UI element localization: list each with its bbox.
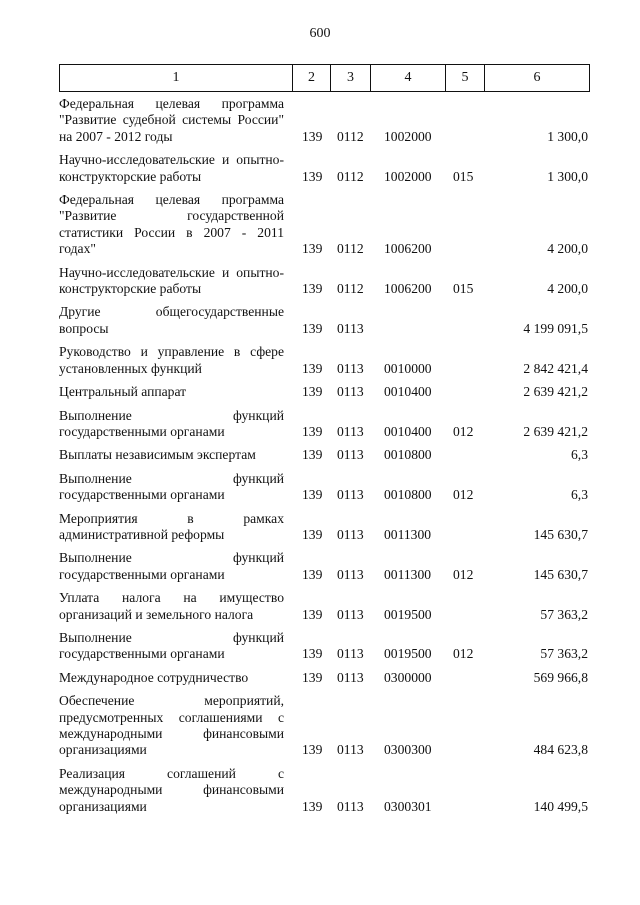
amount: 569 966,8 xyxy=(533,669,588,685)
admin-code: 139 xyxy=(302,447,323,463)
item-name: Выполнение функций государственными органами xyxy=(59,470,284,503)
section-code: 0113 xyxy=(337,798,364,814)
target-article-code: 1002000 xyxy=(384,128,432,144)
section-code: 0112 xyxy=(337,281,364,297)
column-header-4: 4 xyxy=(371,65,446,92)
expense-type-code xyxy=(445,686,484,759)
budget-table xyxy=(59,96,589,815)
admin-code: 139 xyxy=(302,566,323,582)
table-row xyxy=(59,464,589,504)
item-name: Выполнение функций государственными органами xyxy=(59,550,284,582)
expense-type-code: 015 xyxy=(453,281,474,297)
table-row xyxy=(59,96,589,145)
table-row xyxy=(59,258,589,298)
admin-code: 139 xyxy=(302,669,323,685)
target-article-code: 0300300 xyxy=(384,742,432,758)
admin-code: 139 xyxy=(302,423,323,439)
amount: 2 842 421,4 xyxy=(523,360,588,376)
amount: 6,3 xyxy=(571,447,588,463)
admin-code: 139 xyxy=(302,526,323,542)
admin-code: 139 xyxy=(302,487,323,503)
admin-code: 139 xyxy=(302,320,323,336)
column-header-table xyxy=(59,64,590,92)
table-row xyxy=(59,185,589,258)
item-name: Обеспечение мероприятий, предусмотренных соглашениями с международными финансовыми организациями xyxy=(59,693,284,758)
section-code: 0113 xyxy=(337,320,364,336)
admin-code: 139 xyxy=(302,360,323,376)
target-article-code: 0019500 xyxy=(384,606,432,622)
table-row xyxy=(59,543,589,583)
expense-type-code xyxy=(445,583,484,623)
expense-type-code: 012 xyxy=(453,487,474,503)
column-header-2: 2 xyxy=(293,65,331,92)
admin-code: 139 xyxy=(302,281,323,297)
amount: 2 639 421,2 xyxy=(523,423,588,439)
section-code: 0113 xyxy=(337,487,364,503)
amount: 6,3 xyxy=(571,487,588,503)
target-article-code: 0019500 xyxy=(384,646,432,662)
amount: 1 300,0 xyxy=(547,128,588,144)
expense-type-code xyxy=(445,759,484,815)
admin-code: 139 xyxy=(302,241,323,257)
item-name: Федеральная целевая программа "Развитие государственной статистики России в 2007 - 2011 годах" xyxy=(59,192,284,257)
table-row xyxy=(59,297,589,337)
admin-code: 139 xyxy=(302,168,323,184)
target-article-code: 0010800 xyxy=(384,487,432,503)
amount: 140 499,5 xyxy=(533,798,588,814)
section-code: 0113 xyxy=(337,526,364,542)
amount: 4 199 091,5 xyxy=(523,320,588,336)
item-name: Реализация соглашений с международными финансовыми организациями xyxy=(59,765,284,814)
amount: 57 363,2 xyxy=(540,646,588,662)
amount: 4 200,0 xyxy=(547,281,588,297)
amount: 2 639 421,2 xyxy=(523,384,588,400)
amount: 145 630,7 xyxy=(533,526,588,542)
section-code: 0113 xyxy=(337,606,364,622)
target-article-code: 1006200 xyxy=(384,241,432,257)
target-article-code: 1002000 xyxy=(384,168,432,184)
target-article-code xyxy=(370,297,445,337)
section-code: 0113 xyxy=(337,384,364,400)
amount: 484 623,8 xyxy=(533,742,588,758)
item-name: Центральный аппарат xyxy=(59,384,187,400)
item-name: Выплаты независимым экспертам xyxy=(59,447,256,463)
section-code: 0112 xyxy=(337,168,364,184)
section-code: 0113 xyxy=(337,669,364,685)
expense-type-code: 012 xyxy=(453,646,474,662)
section-code: 0113 xyxy=(337,566,364,582)
expense-type-code xyxy=(445,337,484,377)
target-article-code: 1006200 xyxy=(384,281,432,297)
expense-type-code xyxy=(445,504,484,544)
amount: 1 300,0 xyxy=(547,168,588,184)
expense-type-code xyxy=(445,185,484,258)
expense-type-code: 015 xyxy=(453,168,474,184)
expense-type-code xyxy=(445,663,484,686)
amount: 4 200,0 xyxy=(547,241,588,257)
item-name: Уплата налога на имущество организаций и земельного налога xyxy=(59,590,284,622)
table-row xyxy=(59,440,589,463)
table-row xyxy=(59,145,589,185)
column-header-row xyxy=(60,65,590,92)
table-row xyxy=(59,623,589,663)
expense-type-code: 012 xyxy=(453,423,474,439)
expense-type-code xyxy=(445,96,484,145)
table-row xyxy=(59,583,589,623)
table-row xyxy=(59,663,589,686)
item-name: Федеральная целевая программа "Развитие судебной системы России" на 2007 - 2012 годы xyxy=(59,96,284,144)
budget-rows xyxy=(59,96,589,815)
table-row xyxy=(59,759,589,815)
admin-code: 139 xyxy=(302,128,323,144)
expense-type-code: 012 xyxy=(453,566,474,582)
section-code: 0113 xyxy=(337,423,364,439)
item-name: Международное сотрудничество xyxy=(59,669,249,685)
section-code: 0113 xyxy=(337,360,364,376)
table-row xyxy=(59,504,589,544)
item-name: Другие общегосударственные вопросы xyxy=(59,304,284,336)
expense-type-code xyxy=(445,377,484,400)
target-article-code: 0011300 xyxy=(384,566,432,582)
section-code: 0113 xyxy=(337,646,364,662)
section-code: 0113 xyxy=(337,447,364,463)
target-article-code: 0300301 xyxy=(384,798,432,814)
admin-code: 139 xyxy=(302,798,323,814)
item-name: Мероприятия в рамках административной реформы xyxy=(59,510,284,542)
expense-type-code xyxy=(445,440,484,463)
section-code: 0112 xyxy=(337,241,364,257)
column-header-5: 5 xyxy=(446,65,485,92)
section-code: 0113 xyxy=(337,742,364,758)
table-row xyxy=(59,401,589,441)
expense-type-code xyxy=(445,297,484,337)
table-row xyxy=(59,337,589,377)
column-header-6: 6 xyxy=(485,65,590,92)
table-row xyxy=(59,686,589,759)
item-name: Научно-исследовательские и опытно-конструкторские работы xyxy=(59,264,284,297)
admin-code: 139 xyxy=(302,606,323,622)
target-article-code: 0010400 xyxy=(384,384,432,400)
item-name: Руководство и управление в сфере установленных функций xyxy=(59,344,284,376)
amount: 145 630,7 xyxy=(533,566,588,582)
section-code: 0112 xyxy=(337,128,364,144)
item-name: Выполнение функций государственными органами xyxy=(59,407,284,439)
item-name: Научно-исследовательские и опытно-конструкторские работы xyxy=(59,152,284,184)
column-header-1: 1 xyxy=(60,65,293,92)
target-article-code: 0010800 xyxy=(384,447,432,463)
table-row xyxy=(59,377,589,400)
column-header-3: 3 xyxy=(331,65,371,92)
admin-code: 139 xyxy=(302,646,323,662)
target-article-code: 0300000 xyxy=(384,669,432,685)
page-number: 600 xyxy=(309,26,331,41)
admin-code: 139 xyxy=(302,742,323,758)
item-name: Выполнение функций государственными органами xyxy=(59,629,284,662)
target-article-code: 0010000 xyxy=(384,360,432,376)
amount: 57 363,2 xyxy=(540,606,588,622)
admin-code: 139 xyxy=(302,384,323,400)
target-article-code: 0010400 xyxy=(384,423,432,439)
target-article-code: 0011300 xyxy=(384,526,432,542)
